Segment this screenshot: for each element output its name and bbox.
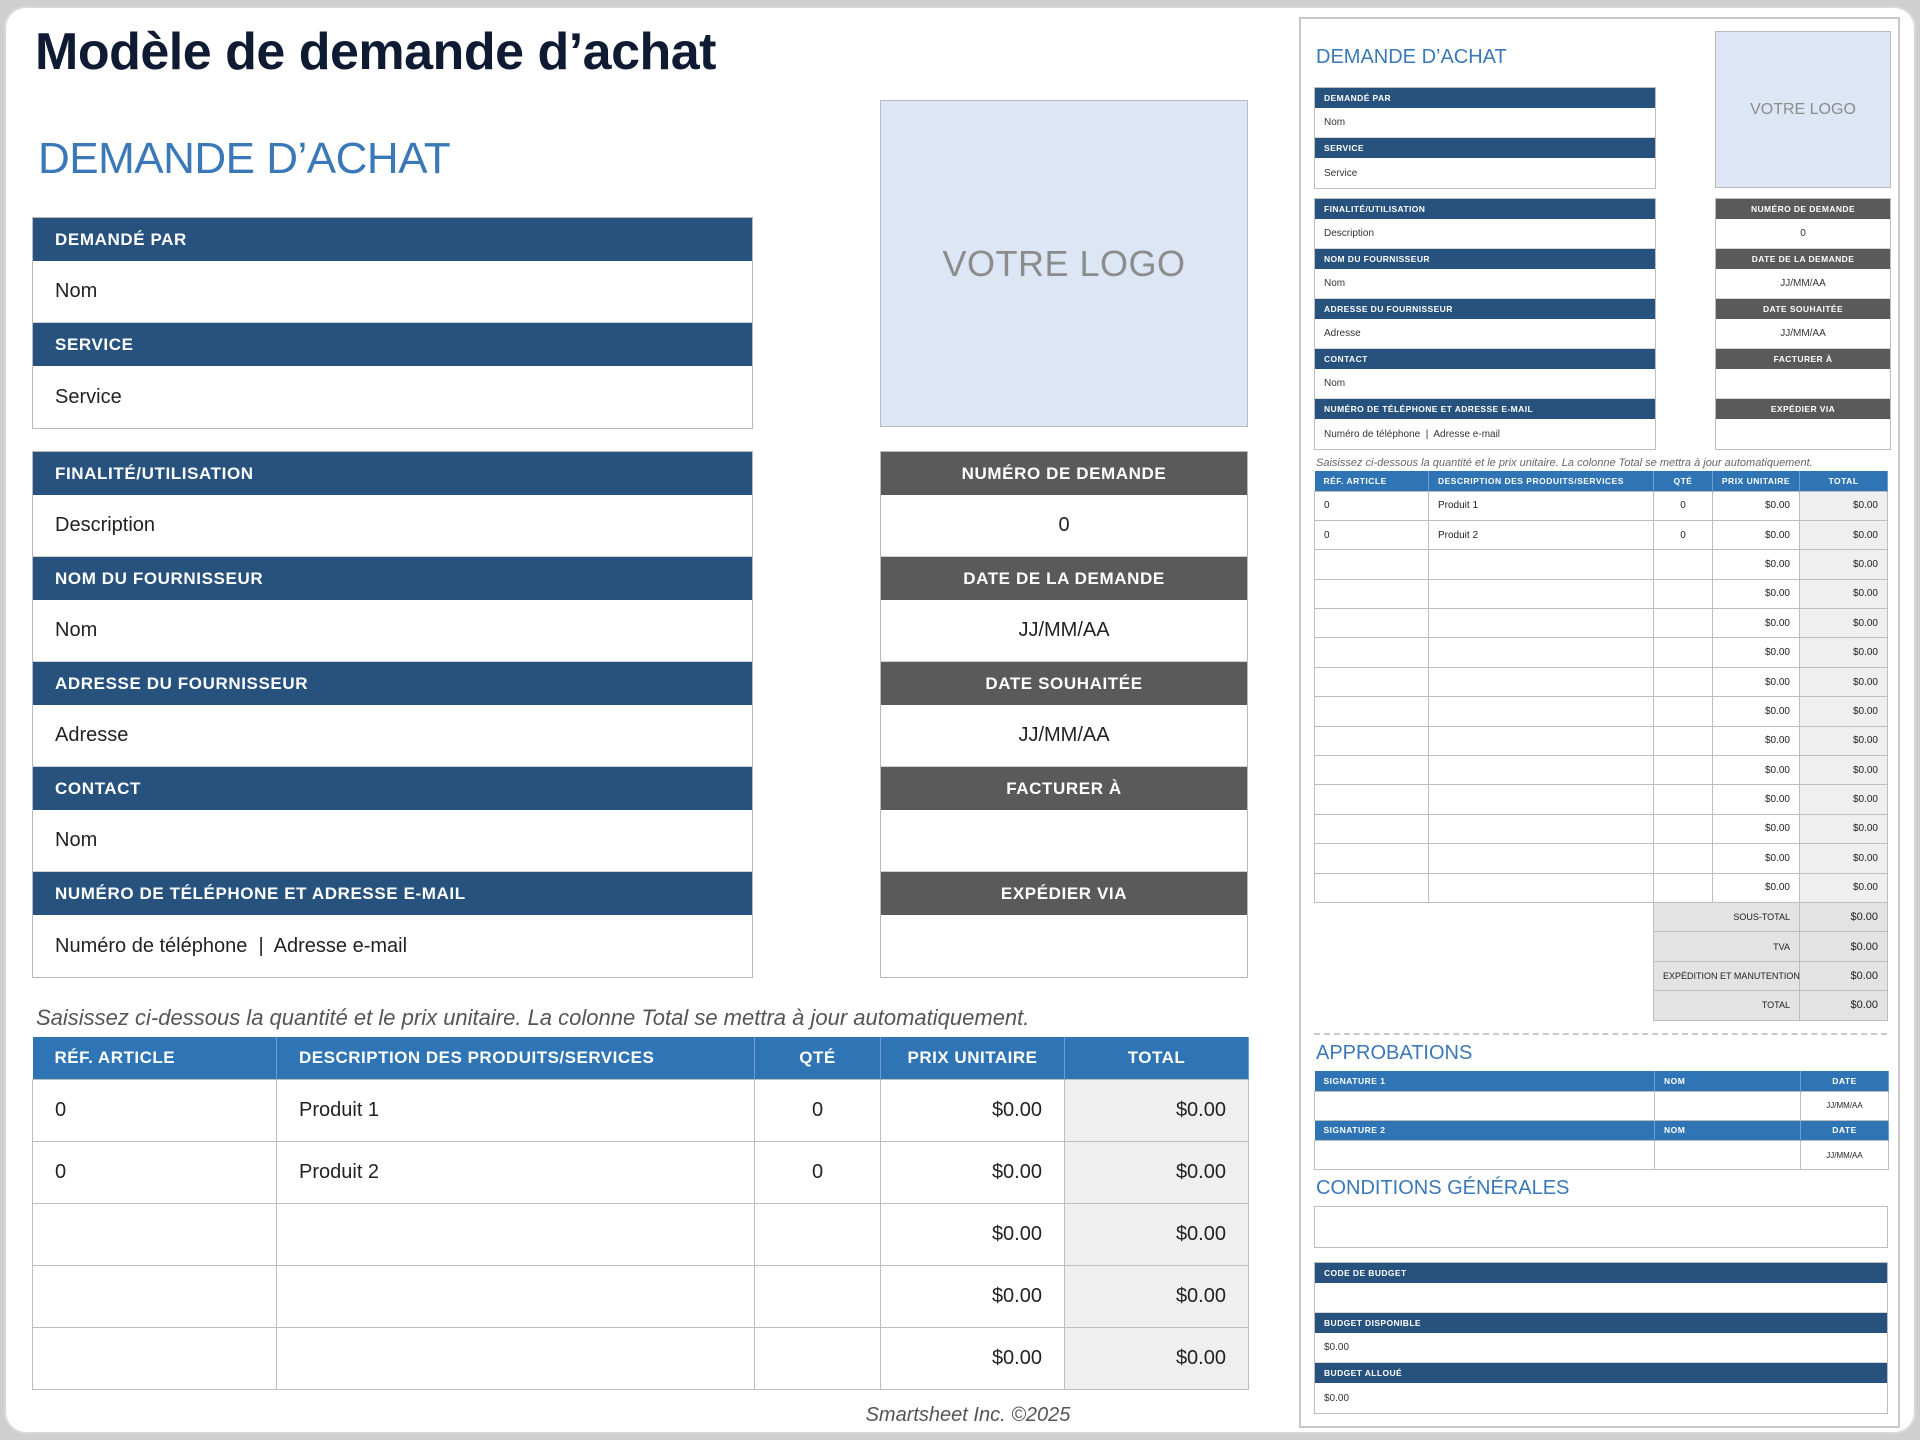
preview-col-ref: RÉF. ARTICLE <box>1315 471 1429 491</box>
preview-ship-via-field <box>1716 419 1890 449</box>
total-cell: $0.00 <box>1800 609 1888 638</box>
preview-desired-date-label: DATE SOUHAITÉE <box>1716 299 1890 319</box>
preview-service-label: SERVICE <box>1315 138 1655 158</box>
table-row <box>1315 697 1888 726</box>
qty-cell[interactable]: 0 <box>755 1141 881 1203</box>
preview-request-date-label: DATE DE LA DEMANDE <box>1716 249 1890 269</box>
preview-col-description: DESCRIPTION DES PRODUITS/SERVICES <box>1429 471 1654 491</box>
subtotal-label: SOUS-TOTAL <box>1654 902 1800 931</box>
ref-cell <box>1315 609 1429 638</box>
description-cell <box>1429 814 1654 843</box>
date-2-label: DATE <box>1801 1120 1889 1140</box>
total-cell: $0.00 <box>1065 1203 1249 1265</box>
total-cell: $0.00 <box>1800 756 1888 785</box>
summary-row-shipping <box>1315 961 1888 990</box>
supplier-name-field[interactable]: Nom <box>33 600 752 662</box>
ref-cell <box>1315 844 1429 873</box>
total-cell: $0.00 <box>1800 697 1888 726</box>
desired-date-field[interactable]: JJ/MM/AA <box>881 705 1247 767</box>
phone-email-label: NUMÉRO DE TÉLÉPHONE ET ADRESSE E-MAIL <box>33 872 752 915</box>
unit-price-cell: $0.00 <box>1713 785 1800 814</box>
shipping-label: EXPÉDITION ET MANUTENTION <box>1654 961 1800 990</box>
budget-available-field: $0.00 <box>1315 1333 1887 1363</box>
signature-2-label: SIGNATURE 2 <box>1315 1120 1655 1140</box>
ref-cell[interactable] <box>33 1203 277 1265</box>
total-cell: $0.00 <box>1065 1265 1249 1327</box>
ref-cell[interactable] <box>33 1265 277 1327</box>
items-header-row <box>33 1037 1249 1079</box>
preview-details-block <box>1314 198 1656 450</box>
table-row <box>1315 520 1888 549</box>
qty-cell <box>1654 609 1713 638</box>
preview-request-date-field: JJ/MM/AA <box>1716 269 1890 299</box>
total-cell: $0.00 <box>1065 1141 1249 1203</box>
contact-field[interactable]: Nom <box>33 810 752 872</box>
summary-row-total <box>1315 991 1888 1020</box>
qty-cell: 0 <box>1654 520 1713 549</box>
service-field[interactable]: Service <box>33 366 752 428</box>
total-cell: $0.00 <box>1800 873 1888 902</box>
description-cell: Produit 2 <box>1429 520 1654 549</box>
date-1-field: JJ/MM/AA <box>1801 1091 1889 1120</box>
qty-cell[interactable] <box>755 1327 881 1389</box>
desired-date-label: DATE SOUHAITÉE <box>881 662 1247 705</box>
preview-request-number-label: NUMÉRO DE DEMANDE <box>1716 199 1890 219</box>
description-cell[interactable] <box>277 1265 755 1327</box>
unit-price-cell[interactable]: $0.00 <box>881 1079 1065 1141</box>
date-1-label: DATE <box>1801 1071 1889 1091</box>
signature-1-field <box>1315 1091 1655 1120</box>
qty-cell <box>1654 579 1713 608</box>
description-cell <box>1429 756 1654 785</box>
ref-cell <box>1315 726 1429 755</box>
total-cell: $0.00 <box>1065 1327 1249 1389</box>
page-title: Modèle de demande d’achat <box>35 23 716 81</box>
grand-total-value: $0.00 <box>1800 991 1888 1020</box>
table-row <box>1315 638 1888 667</box>
document-title: DEMANDE D’ACHAT <box>38 134 451 183</box>
total-cell: $0.00 <box>1800 844 1888 873</box>
unit-price-cell: $0.00 <box>1713 550 1800 579</box>
table-row <box>1315 550 1888 579</box>
table-row <box>33 1079 1249 1141</box>
purpose-field[interactable]: Description <box>33 495 752 557</box>
ref-cell: 0 <box>1315 520 1429 549</box>
qty-cell <box>1654 756 1713 785</box>
qty-cell <box>1654 697 1713 726</box>
spacer <box>1315 932 1654 961</box>
unit-price-cell: $0.00 <box>1713 579 1800 608</box>
budget-available-label: BUDGET DISPONIBLE <box>1315 1313 1887 1333</box>
terms-field <box>1314 1206 1888 1248</box>
tax-value: $0.00 <box>1800 932 1888 961</box>
qty-cell <box>1654 814 1713 843</box>
unit-price-cell: $0.00 <box>1713 873 1800 902</box>
approval-2-header <box>1315 1120 1889 1140</box>
bill-to-label: FACTURER À <box>881 767 1247 810</box>
phone-email-field[interactable]: Numéro de téléphone | Adresse e-mail <box>33 915 752 977</box>
ref-cell[interactable]: 0 <box>33 1141 277 1203</box>
terms-title: CONDITIONS GÉNÉRALES <box>1316 1177 1570 1199</box>
total-cell: $0.00 <box>1800 814 1888 843</box>
table-row <box>1315 579 1888 608</box>
total-cell: $0.00 <box>1800 667 1888 696</box>
unit-price-cell: $0.00 <box>1713 609 1800 638</box>
preview-phone-email-label: NUMÉRO DE TÉLÉPHONE ET ADRESSE E-MAIL <box>1315 399 1655 419</box>
summary-row-tax <box>1315 932 1888 961</box>
preview-requested-by-label: DEMANDÉ PAR <box>1315 88 1655 108</box>
items-table <box>32 1037 1249 1390</box>
unit-price-cell[interactable]: $0.00 <box>881 1141 1065 1203</box>
preview-desired-date-field: JJ/MM/AA <box>1716 319 1890 349</box>
name-1-label: NOM <box>1655 1071 1801 1091</box>
tax-label: TVA <box>1654 932 1800 961</box>
qty-cell <box>1654 726 1713 755</box>
description-cell <box>1429 873 1654 902</box>
table-row <box>1315 609 1888 638</box>
subtotal-value: $0.00 <box>1800 902 1888 931</box>
col-qty: QTÉ <box>755 1037 881 1079</box>
description-cell[interactable]: Produit 2 <box>277 1141 755 1203</box>
preview-purpose-label: FINALITÉ/UTILISATION <box>1315 199 1655 219</box>
budget-allocated-label: BUDGET ALLOUÉ <box>1315 1363 1887 1383</box>
bill-to-field[interactable] <box>881 810 1247 872</box>
ref-cell[interactable]: 0 <box>33 1079 277 1141</box>
preview-info-block <box>1715 198 1891 450</box>
grand-total-label: TOTAL <box>1654 991 1800 1020</box>
supplier-name-label: NOM DU FOURNISSEUR <box>33 557 752 600</box>
table-row <box>1315 814 1888 843</box>
col-ref: RÉF. ARTICLE <box>33 1037 277 1079</box>
preview-supplier-name-field: Nom <box>1315 269 1655 299</box>
preview-purpose-field: Description <box>1315 219 1655 249</box>
ref-cell <box>1315 638 1429 667</box>
preview-contact-label: CONTACT <box>1315 349 1655 369</box>
ref-cell[interactable] <box>33 1327 277 1389</box>
description-cell <box>1429 638 1654 667</box>
total-cell: $0.00 <box>1800 520 1888 549</box>
preview-col-unit-price: PRIX UNITAIRE <box>1713 471 1800 491</box>
table-row <box>1315 873 1888 902</box>
supplier-address-field[interactable]: Adresse <box>33 705 752 767</box>
preview-bill-to-field <box>1716 369 1890 399</box>
approval-1-header <box>1315 1071 1889 1091</box>
approval-1-row <box>1315 1091 1889 1120</box>
request-date-field[interactable]: JJ/MM/AA <box>881 600 1247 662</box>
preview-request-number-field: 0 <box>1716 219 1890 249</box>
unit-price-cell[interactable]: $0.00 <box>881 1265 1065 1327</box>
unit-price-cell: $0.00 <box>1713 520 1800 549</box>
ref-cell <box>1315 756 1429 785</box>
ref-cell <box>1315 579 1429 608</box>
service-label: SERVICE <box>33 323 752 366</box>
signature-1-label: SIGNATURE 1 <box>1315 1071 1655 1091</box>
table-row <box>1315 726 1888 755</box>
preview-supplier-address-field: Adresse <box>1315 319 1655 349</box>
table-row <box>1315 844 1888 873</box>
preview-items-table <box>1314 471 1888 1021</box>
qty-cell <box>1654 667 1713 696</box>
preview-items-instruction: Saisissez ci-dessous la quantité et le prix unitaire. La colonne Total se mettra à jour automatiquement. <box>1316 457 1813 469</box>
table-row <box>1315 785 1888 814</box>
spacer <box>1315 991 1654 1020</box>
description-cell[interactable]: Produit 1 <box>277 1079 755 1141</box>
ref-cell: 0 <box>1315 491 1429 520</box>
ref-cell <box>1315 550 1429 579</box>
total-cell: $0.00 <box>1800 785 1888 814</box>
preview-service-field: Service <box>1315 158 1655 188</box>
preview-items-header-row <box>1315 471 1888 491</box>
preview-ship-via-label: EXPÉDIER VIA <box>1716 399 1890 419</box>
approval-2-row <box>1315 1140 1889 1169</box>
ref-cell <box>1315 667 1429 696</box>
unit-price-cell: $0.00 <box>1713 667 1800 696</box>
info-block <box>880 451 1248 978</box>
name-2-label: NOM <box>1655 1120 1801 1140</box>
description-cell[interactable] <box>277 1327 755 1389</box>
preview-contact-field: Nom <box>1315 369 1655 399</box>
ref-cell <box>1315 697 1429 726</box>
col-total: TOTAL <box>1065 1037 1249 1079</box>
preview-requester-block <box>1314 87 1656 189</box>
unit-price-cell: $0.00 <box>1713 756 1800 785</box>
request-number-field[interactable]: 0 <box>881 495 1247 557</box>
name-1-field <box>1655 1091 1801 1120</box>
request-date-label: DATE DE LA DEMANDE <box>881 557 1247 600</box>
table-row <box>1315 667 1888 696</box>
description-cell <box>1429 844 1654 873</box>
ref-cell <box>1315 873 1429 902</box>
ship-via-field[interactable] <box>881 915 1247 977</box>
approvals-table <box>1314 1071 1889 1170</box>
qty-cell[interactable] <box>755 1265 881 1327</box>
qty-cell <box>1654 638 1713 667</box>
unit-price-cell: $0.00 <box>1713 726 1800 755</box>
preview-supplier-name-label: NOM DU FOURNISSEUR <box>1315 249 1655 269</box>
details-block <box>32 451 753 978</box>
table-row <box>33 1141 1249 1203</box>
preview-col-total: TOTAL <box>1800 471 1888 491</box>
spacer <box>1315 902 1654 931</box>
description-cell[interactable] <box>277 1203 755 1265</box>
spacer <box>1315 961 1654 990</box>
signature-2-field <box>1315 1140 1655 1169</box>
total-cell: $0.00 <box>1800 579 1888 608</box>
description-cell <box>1429 785 1654 814</box>
date-2-field: JJ/MM/AA <box>1801 1140 1889 1169</box>
table-row <box>1315 491 1888 520</box>
total-cell: $0.00 <box>1800 638 1888 667</box>
requested-by-label: DEMANDÉ PAR <box>33 218 752 261</box>
col-unit-price: PRIX UNITAIRE <box>881 1037 1065 1079</box>
unit-price-cell: $0.00 <box>1713 697 1800 726</box>
description-cell <box>1429 609 1654 638</box>
request-number-label: NUMÉRO DE DEMANDE <box>881 452 1247 495</box>
unit-price-cell: $0.00 <box>1713 491 1800 520</box>
table-row <box>1315 756 1888 785</box>
unit-price-cell: $0.00 <box>1713 638 1800 667</box>
table-row <box>33 1327 1249 1389</box>
items-instruction: Saisissez ci-dessous la quantité et le prix unitaire. La colonne Total se mettra à jour automatiquement. <box>36 1005 1030 1030</box>
preview-logo-placeholder: VOTRE LOGO <box>1715 31 1891 188</box>
budget-code-field <box>1315 1283 1887 1313</box>
ref-cell <box>1315 814 1429 843</box>
budget-allocated-field: $0.00 <box>1315 1383 1887 1413</box>
qty-cell: 0 <box>1654 491 1713 520</box>
description-cell <box>1429 697 1654 726</box>
preview-phone-email-field: Numéro de téléphone | Adresse e-mail <box>1315 419 1655 449</box>
preview-doc-title: DEMANDE D’ACHAT <box>1316 46 1507 68</box>
unit-price-cell: $0.00 <box>1713 844 1800 873</box>
description-cell <box>1429 667 1654 696</box>
description-cell: Produit 1 <box>1429 491 1654 520</box>
qty-cell[interactable]: 0 <box>755 1079 881 1141</box>
unit-price-cell: $0.00 <box>1713 814 1800 843</box>
total-cell: $0.00 <box>1800 491 1888 520</box>
unit-price-cell[interactable]: $0.00 <box>881 1203 1065 1265</box>
unit-price-cell[interactable]: $0.00 <box>881 1327 1065 1389</box>
ref-cell <box>1315 785 1429 814</box>
qty-cell <box>1654 550 1713 579</box>
budget-code-label: CODE DE BUDGET <box>1315 1263 1887 1283</box>
footer-copyright: Smartsheet Inc. ©2025 <box>865 1404 1071 1426</box>
preview-col-qty: QTÉ <box>1654 471 1713 491</box>
table-row <box>33 1203 1249 1265</box>
budget-block <box>1314 1262 1888 1414</box>
description-cell <box>1429 550 1654 579</box>
total-cell: $0.00 <box>1800 726 1888 755</box>
ship-via-label: EXPÉDIER VIA <box>881 872 1247 915</box>
summary-row-subtotal <box>1315 902 1888 931</box>
approvals-title: APPROBATIONS <box>1316 1042 1473 1064</box>
shipping-value: $0.00 <box>1800 961 1888 990</box>
qty-cell <box>1654 844 1713 873</box>
description-cell <box>1429 579 1654 608</box>
qty-cell[interactable] <box>755 1203 881 1265</box>
section-divider <box>1314 1033 1887 1035</box>
description-cell <box>1429 726 1654 755</box>
qty-cell <box>1654 873 1713 902</box>
name-2-field <box>1655 1140 1801 1169</box>
logo-placeholder[interactable]: VOTRE LOGO <box>880 100 1248 427</box>
total-cell: $0.00 <box>1800 550 1888 579</box>
col-description: DESCRIPTION DES PRODUITS/SERVICES <box>277 1037 755 1079</box>
requester-block <box>32 217 753 429</box>
purpose-label: FINALITÉ/UTILISATION <box>33 452 752 495</box>
supplier-address-label: ADRESSE DU FOURNISSEUR <box>33 662 752 705</box>
preview-requested-by-field: Nom <box>1315 108 1655 138</box>
preview-bill-to-label: FACTURER À <box>1716 349 1890 369</box>
table-row <box>33 1265 1249 1327</box>
contact-label: CONTACT <box>33 767 752 810</box>
qty-cell <box>1654 785 1713 814</box>
total-cell: $0.00 <box>1065 1079 1249 1141</box>
preview-supplier-address-label: ADRESSE DU FOURNISSEUR <box>1315 299 1655 319</box>
requested-by-field[interactable]: Nom <box>33 261 752 323</box>
